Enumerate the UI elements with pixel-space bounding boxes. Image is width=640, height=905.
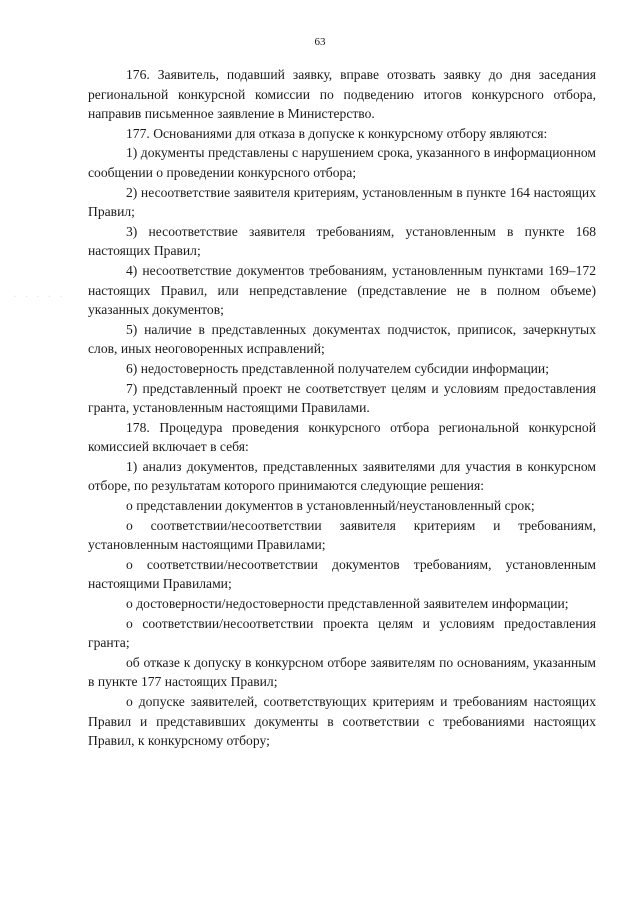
- list-item-177-4: 4) несоответствие документов требованиям, установленным пунктами 169–172 настоящих Правил, или непредставление (представление не в полном объеме) указанных документов;: [88, 262, 596, 318]
- paragraph-177: 177. Основаниями для отказа в допуске к конкурсному отбору являются:: [126, 125, 548, 141]
- list-item-177-6: 6) недостоверность представленной получателем субсидии информации;: [126, 360, 549, 376]
- decision-item: о соответствии/несоответствии заявителя критериям и требованиям, установленным настоящими Правилами;: [88, 517, 596, 553]
- decision-item: о соответствии/несоответствии документов требованиям, установленным настоящими Правилами;: [88, 556, 596, 592]
- decision-item: об отказе к допуску в конкурсном отборе заявителям по основаниям, указанным в пункте 177 настоящих Правил;: [88, 654, 596, 690]
- document-body: [88, 65, 596, 751]
- paragraph-178: 178. Процедура проведения конкурсного отбора региональной конкурсной комиссией включает в себя:: [88, 419, 596, 455]
- scan-artifact-dots: · · · · ·: [14, 294, 66, 300]
- paragraph-176: 176. Заявитель, подавший заявку, вправе отозвать заявку до дня заседания региональной конкурсной комиссии по подведению итогов конкурсного отбора, направив письменное заявление в Министерство.: [88, 67, 596, 122]
- decision-item: о соответствии/несоответствии проекта целям и условиям предоставления гранта;: [88, 615, 596, 651]
- list-item-177-2: 2) несоответствие заявителя критериям, установленным в пункте 164 настоящих Правил;: [88, 184, 596, 220]
- decision-item: о представлении документов в установленный/неустановленный срок;: [126, 498, 535, 514]
- list-item-177-7: 7) представленный проект не соответствует целям и условиям предоставления гранта, установленным настоящими Правилами.: [88, 380, 596, 416]
- list-item-177-3: 3) несоответствие заявителя требованиям, установленным в пункте 168 настоящих Правил;: [88, 223, 596, 259]
- list-item-178-1: 1) анализ документов, представленных заявителями для участия в конкурсном отборе, по результатам которого принимаются следующие решения:: [88, 458, 596, 494]
- decision-item: о допуске заявителей, соответствующих критериям и требованиям настоящих Правил и представивших документы в соответствии с требованиями настоящих Правил, к конкурсному отбору;: [88, 694, 596, 749]
- list-item-177-5: 5) наличие в представленных документах подчисток, приписок, зачеркнутых слов, иных неоговоренных исправлений;: [88, 321, 596, 357]
- list-item-177-1: 1) документы представлены с нарушением срока, указанного в информационном сообщении о проведении конкурсного отбора;: [88, 145, 596, 180]
- page-number: 63: [314, 36, 326, 48]
- decision-item: о достоверности/недостоверности представленной заявителем информации;: [126, 596, 569, 612]
